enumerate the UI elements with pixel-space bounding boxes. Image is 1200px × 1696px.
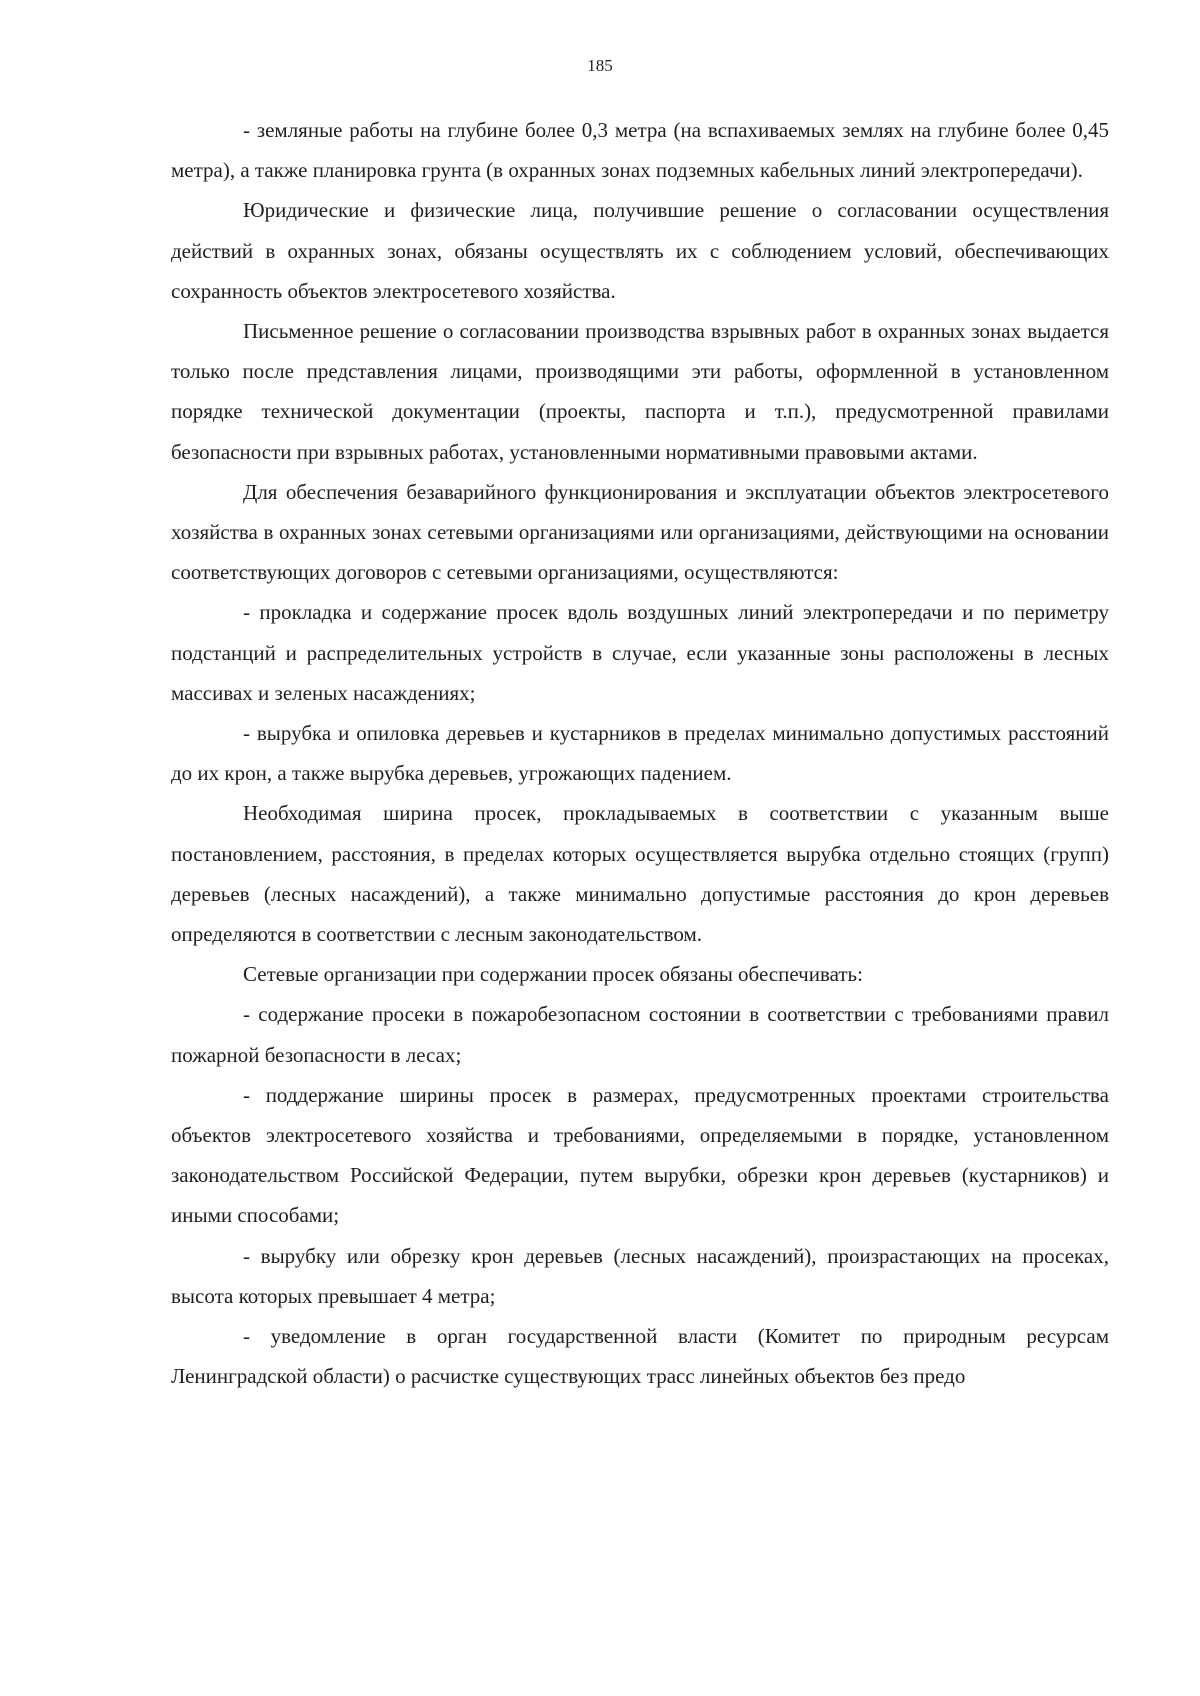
- paragraph: - вырубка и опиловка деревьев и кустарников в пределах минимально допустимых расстояний до их крон, а также вырубка деревьев, угрожающих падением.: [171, 721, 1109, 786]
- paragraph: - поддержание ширины просек в размерах, предусмотренных проектами строительства объектов электросетевого хозяйства и требованиями, определяемыми в порядке, установленном законодательством Российской Федерации, путем вырубки, обрезки крон деревьев (кустарников) и иными способами;: [171, 1082, 1109, 1228]
- paragraph: - земляные работы на глубине более 0,3 метра (на вспахиваемых землях на глубине более 0,45 метра), а также планировка грунта (в охранных зонах подземных кабельных линий электропередачи).: [171, 118, 1109, 183]
- paragraph: - вырубку или обрезку крон деревьев (лесных насаждений), произрастающих на просеках, высота которых превышает 4 метра;: [171, 1243, 1109, 1308]
- document-body: [171, 110, 1109, 1397]
- paragraph: Письменное решение о согласовании производства взрывных работ в охранных зонах выдается только после представления лицами, производящими эти работы, оформленной в установленном порядке технической документации (проекты, паспорта и т.п.), предусмотренной правилами безопасности при взрывных работах, установленными нормативными правовыми актами.: [171, 319, 1109, 464]
- paragraph: - уведомление в орган государственной власти (Комитет по природным ресурсам Ленинградской области) о расчистке существующих трасс линейных объектов без предо: [171, 1324, 1109, 1389]
- paragraph: - прокладка и содержание просек вдоль воздушных линий электропередачи и по периметру подстанций и распределительных устройств в случае, если указанные зоны расположены в лесных массивах и зеленых насаждениях;: [171, 600, 1109, 705]
- paragraph: Для обеспечения безаварийного функционирования и эксплуатации объектов электросетевого хозяйства в охранных зонах сетевыми организациями или организациями, действующими на основании соответствующих договоров с сетевыми организациями, осуществляются:: [171, 479, 1109, 585]
- paragraph: Необходимая ширина просек, прокладываемых в соответствии с указанным выше постановлением, расстояния, в пределах которых осуществляется вырубка отдельно стоящих (групп) деревьев (лесных насаждений), а также минимально допустимые расстояния до крон деревьев определяются в соответствии с лесным законодательством.: [171, 801, 1109, 947]
- paragraph: Юридические и физические лица, получившие решение о согласовании осуществления действий в охранных зонах, обязаны осуществлять их с соблюдением условий, обеспечивающих сохранность объектов электросетевого хозяйства.: [171, 198, 1109, 303]
- paragraph: - содержание просеки в пожаробезопасном состоянии в соответствии с требованиями правил пожарной безопасности в лесах;: [171, 1002, 1109, 1067]
- page-number: 185: [587, 56, 613, 75]
- paragraph: Сетевые организации при содержании просек обязаны обеспечивать:: [243, 962, 863, 987]
